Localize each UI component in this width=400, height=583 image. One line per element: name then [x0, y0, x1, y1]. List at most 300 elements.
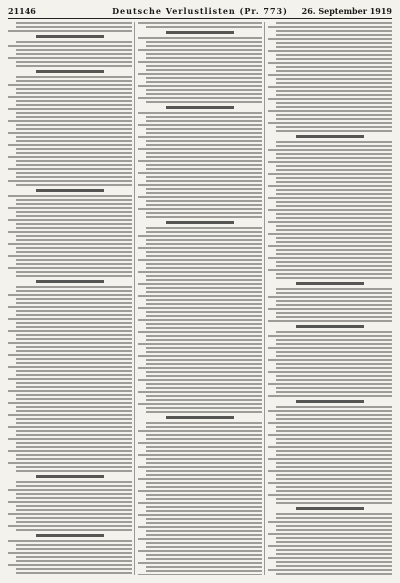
text-line	[276, 486, 392, 488]
text-line	[138, 148, 262, 150]
text-line	[16, 458, 132, 460]
text-line	[138, 184, 262, 186]
text-line	[276, 375, 392, 377]
text-line	[8, 195, 132, 197]
text-line	[8, 318, 132, 320]
text-line	[276, 517, 392, 519]
text-line	[146, 291, 262, 293]
text-line	[138, 97, 262, 99]
text-line	[276, 391, 392, 393]
text-line	[138, 49, 262, 51]
text-line	[268, 422, 392, 424]
text-line	[16, 227, 132, 229]
text-line	[146, 558, 262, 560]
text-line	[146, 359, 262, 361]
text-line	[8, 207, 132, 209]
text-line	[268, 434, 392, 436]
text-line	[268, 482, 392, 484]
text-line	[16, 560, 132, 562]
text-line	[146, 116, 262, 118]
text-line	[16, 446, 132, 448]
text-line	[146, 426, 262, 428]
text-line	[8, 450, 132, 452]
text-line	[276, 157, 392, 159]
text-line	[146, 263, 262, 265]
text-line	[138, 37, 262, 39]
text-line	[16, 53, 132, 55]
text-line	[146, 101, 262, 103]
text-line	[146, 339, 262, 341]
text-line	[146, 363, 262, 365]
text-line	[146, 144, 262, 146]
text-line	[276, 153, 392, 155]
text-line	[276, 145, 392, 147]
text-line	[138, 235, 262, 237]
text-line	[146, 89, 262, 91]
publication-name: Deutsche Verlustlisten	[112, 6, 236, 16]
text-line	[138, 355, 262, 357]
text-line	[268, 320, 392, 322]
text-line	[16, 239, 132, 241]
text-line	[276, 525, 392, 527]
text-line	[146, 227, 262, 229]
text-line	[16, 326, 132, 328]
text-line	[16, 199, 132, 201]
text-line	[146, 279, 262, 281]
text-line	[16, 466, 132, 468]
text-line	[16, 223, 132, 225]
text-line	[138, 562, 262, 564]
text-column-2	[138, 22, 262, 575]
text-line	[276, 82, 392, 84]
text-line	[276, 261, 392, 263]
text-line	[276, 34, 392, 36]
text-line	[8, 525, 132, 527]
edition-number: (Pr. 773)	[239, 6, 288, 16]
text-line	[268, 545, 392, 547]
text-line	[16, 184, 132, 186]
text-line	[146, 351, 262, 353]
text-line	[16, 290, 132, 292]
text-line	[138, 61, 262, 63]
text-line	[276, 66, 392, 68]
text-line	[138, 514, 262, 516]
text-line	[276, 229, 392, 231]
text-line	[8, 57, 132, 59]
text-line	[146, 470, 262, 472]
text-line	[16, 517, 132, 519]
text-line	[276, 118, 392, 120]
text-line	[16, 41, 132, 43]
text-line	[16, 548, 132, 550]
text-line	[16, 65, 132, 67]
text-line	[16, 434, 132, 436]
text-line	[138, 160, 262, 162]
section-heading	[36, 70, 104, 73]
text-line	[146, 156, 262, 158]
text-line	[276, 450, 392, 452]
text-line	[268, 209, 392, 211]
text-line	[146, 168, 262, 170]
text-line	[146, 299, 262, 301]
text-line	[146, 243, 262, 245]
section-heading	[36, 534, 104, 537]
text-line	[276, 189, 392, 191]
text-line	[276, 225, 392, 227]
text-line	[276, 339, 392, 341]
text-line	[276, 454, 392, 456]
text-line	[276, 502, 392, 504]
text-line	[16, 61, 132, 63]
text-line	[276, 288, 392, 290]
text-line	[138, 403, 262, 405]
text-line	[16, 505, 132, 507]
text-line	[16, 76, 132, 78]
text-line	[16, 160, 132, 162]
text-line	[16, 203, 132, 205]
text-line	[268, 395, 392, 397]
text-line	[276, 312, 392, 314]
text-line	[138, 331, 262, 333]
text-line	[276, 438, 392, 440]
text-column-1	[8, 22, 132, 575]
text-line	[146, 315, 262, 317]
text-line	[8, 30, 132, 32]
text-line	[8, 501, 132, 503]
text-line	[146, 570, 262, 572]
text-line	[276, 462, 392, 464]
text-line	[146, 438, 262, 440]
text-line	[146, 375, 262, 377]
text-line	[8, 489, 132, 491]
text-line	[16, 100, 132, 102]
text-line	[276, 316, 392, 318]
text-line	[146, 482, 262, 484]
text-line	[16, 259, 132, 261]
text-line	[138, 379, 262, 381]
text-line	[16, 215, 132, 217]
text-line	[16, 322, 132, 324]
text-line	[16, 92, 132, 94]
text-line	[276, 379, 392, 381]
text-line	[8, 378, 132, 380]
text-line	[146, 267, 262, 269]
section-heading	[166, 416, 234, 419]
text-line	[8, 552, 132, 554]
text-line	[146, 120, 262, 122]
text-line	[146, 176, 262, 178]
text-line	[16, 112, 132, 114]
text-line	[16, 382, 132, 384]
text-line	[268, 446, 392, 448]
text-line	[8, 108, 132, 110]
text-line	[16, 104, 132, 106]
text-line	[138, 442, 262, 444]
text-line	[146, 498, 262, 500]
text-line	[146, 53, 262, 55]
section-heading	[36, 189, 104, 192]
text-line	[138, 124, 262, 126]
text-line	[268, 359, 392, 361]
column-divider	[264, 22, 265, 575]
text-line	[146, 383, 262, 385]
text-line	[276, 277, 392, 279]
text-line	[16, 211, 132, 213]
text-line	[276, 165, 392, 167]
text-line	[16, 346, 132, 348]
text-line	[146, 494, 262, 496]
text-line	[16, 358, 132, 360]
text-line	[138, 271, 262, 273]
text-line	[276, 265, 392, 267]
text-line	[146, 251, 262, 253]
text-line	[138, 172, 262, 174]
text-line	[276, 205, 392, 207]
text-line	[16, 544, 132, 546]
text-line	[276, 141, 392, 143]
text-line	[138, 430, 262, 432]
text-line	[276, 201, 392, 203]
text-line	[146, 65, 262, 67]
text-line	[138, 574, 262, 575]
text-line	[146, 542, 262, 544]
section-heading	[166, 106, 234, 109]
text-line	[16, 152, 132, 154]
text-line	[8, 414, 132, 416]
text-line	[276, 102, 392, 104]
text-line	[16, 310, 132, 312]
text-line	[276, 130, 392, 132]
section-heading	[296, 282, 364, 285]
text-line	[146, 335, 262, 337]
text-line	[276, 561, 392, 563]
text-line	[16, 136, 132, 138]
text-line	[276, 442, 392, 444]
text-line	[146, 140, 262, 142]
text-line	[138, 196, 262, 198]
text-line	[138, 490, 262, 492]
text-line	[276, 363, 392, 365]
text-line	[138, 307, 262, 309]
text-line	[146, 510, 262, 512]
text-line	[276, 54, 392, 56]
text-line	[16, 521, 132, 523]
text-line	[146, 518, 262, 520]
text-line	[16, 529, 132, 531]
text-line	[8, 45, 132, 47]
text-line	[276, 418, 392, 420]
text-line	[268, 185, 392, 187]
text-line	[146, 26, 262, 28]
text-line	[8, 390, 132, 392]
text-line	[276, 513, 392, 515]
section-heading	[296, 135, 364, 138]
section-heading	[36, 35, 104, 38]
section-heading	[166, 221, 234, 224]
text-line	[16, 263, 132, 265]
text-line	[138, 526, 262, 528]
section-heading	[36, 280, 104, 283]
text-line	[146, 371, 262, 373]
column-divider	[134, 22, 135, 575]
text-line	[8, 180, 132, 182]
section-heading	[166, 31, 234, 34]
text-line	[8, 294, 132, 296]
text-line	[146, 128, 262, 130]
text-line	[268, 308, 392, 310]
text-line	[146, 347, 262, 349]
text-line	[8, 402, 132, 404]
text-line	[138, 208, 262, 210]
text-line	[16, 302, 132, 304]
text-line	[16, 26, 132, 28]
text-line	[146, 450, 262, 452]
text-line	[138, 502, 262, 504]
text-line	[146, 327, 262, 329]
text-line	[16, 481, 132, 483]
text-line	[276, 78, 392, 80]
text-line	[276, 237, 392, 239]
text-line	[16, 493, 132, 495]
text-line	[16, 22, 132, 24]
text-line	[146, 164, 262, 166]
text-line	[276, 474, 392, 476]
text-line	[268, 494, 392, 496]
text-line	[276, 94, 392, 96]
text-line	[276, 213, 392, 215]
text-line	[146, 446, 262, 448]
page-header	[8, 6, 392, 16]
text-line	[16, 49, 132, 51]
text-line	[138, 112, 262, 114]
text-line	[276, 553, 392, 555]
text-line	[146, 231, 262, 233]
text-line	[276, 46, 392, 48]
text-line	[268, 50, 392, 52]
text-line	[146, 192, 262, 194]
text-line	[146, 200, 262, 202]
text-line	[146, 212, 262, 214]
text-line	[8, 540, 132, 542]
text-line	[8, 513, 132, 515]
text-line	[146, 81, 262, 83]
text-line	[146, 546, 262, 548]
text-line	[16, 338, 132, 340]
text-line	[276, 355, 392, 357]
text-line	[276, 414, 392, 416]
text-line	[16, 386, 132, 388]
text-line	[276, 367, 392, 369]
text-line	[138, 367, 262, 369]
publication-date: 26. September 1919	[301, 6, 392, 16]
text-line	[16, 88, 132, 90]
text-line	[276, 537, 392, 539]
text-line	[146, 188, 262, 190]
text-line	[268, 149, 392, 151]
text-line	[146, 77, 262, 79]
text-line	[8, 156, 132, 158]
text-line	[268, 221, 392, 223]
text-line	[276, 549, 392, 551]
text-line	[8, 144, 132, 146]
text-line	[276, 273, 392, 275]
text-line	[138, 22, 262, 24]
text-line	[16, 509, 132, 511]
text-line	[16, 128, 132, 130]
text-line	[8, 366, 132, 368]
text-line	[276, 565, 392, 567]
text-line	[16, 454, 132, 456]
text-line	[146, 45, 262, 47]
text-line	[138, 247, 262, 249]
text-line	[8, 132, 132, 134]
text-line	[268, 296, 392, 298]
text-line	[268, 110, 392, 112]
text-line	[268, 257, 392, 259]
text-line	[16, 430, 132, 432]
text-line	[16, 398, 132, 400]
text-line	[16, 298, 132, 300]
text-line	[276, 304, 392, 306]
text-line	[146, 506, 262, 508]
text-line	[8, 243, 132, 245]
text-line	[276, 241, 392, 243]
text-line	[146, 399, 262, 401]
text-line	[8, 168, 132, 170]
text-line	[8, 330, 132, 332]
text-line	[16, 271, 132, 273]
text-line	[276, 193, 392, 195]
text-line	[138, 259, 262, 261]
text-line	[138, 283, 262, 285]
header-rule	[8, 18, 392, 19]
text-line	[146, 287, 262, 289]
text-line	[276, 177, 392, 179]
text-line	[8, 342, 132, 344]
text-line	[276, 343, 392, 345]
text-line	[276, 70, 392, 72]
text-line	[276, 126, 392, 128]
text-line	[268, 533, 392, 535]
text-line	[146, 411, 262, 413]
text-line	[16, 470, 132, 472]
text-line	[146, 204, 262, 206]
text-line	[268, 458, 392, 460]
text-column-3	[268, 22, 392, 575]
section-heading	[36, 475, 104, 478]
text-line	[138, 73, 262, 75]
text-line	[276, 426, 392, 428]
text-line	[16, 556, 132, 558]
text-line	[16, 374, 132, 376]
text-line	[146, 216, 262, 218]
text-line	[16, 362, 132, 364]
text-line	[146, 554, 262, 556]
text-line	[276, 430, 392, 432]
text-line	[268, 383, 392, 385]
text-line	[16, 442, 132, 444]
text-line	[138, 538, 262, 540]
text-line	[8, 255, 132, 257]
text-line	[16, 418, 132, 420]
text-line	[146, 275, 262, 277]
text-line	[138, 550, 262, 552]
text-line	[146, 69, 262, 71]
text-line	[16, 275, 132, 277]
text-line	[146, 323, 262, 325]
text-line	[8, 267, 132, 269]
text-line	[146, 486, 262, 488]
